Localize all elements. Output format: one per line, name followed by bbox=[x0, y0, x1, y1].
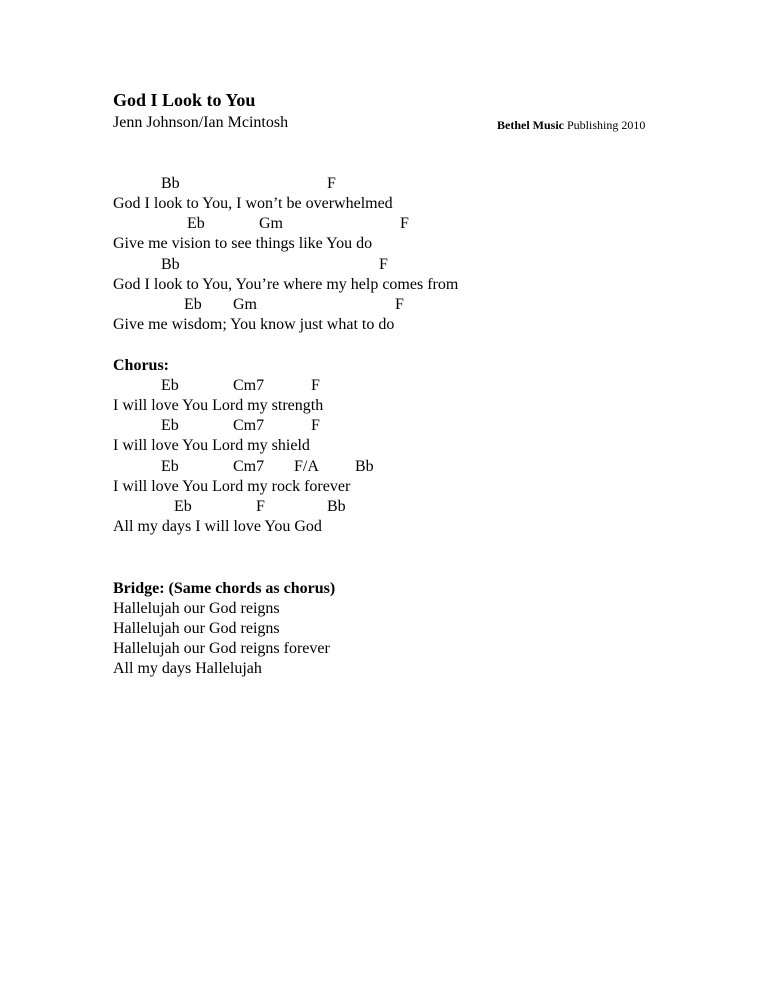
lyric-line: I will love You Lord my shield bbox=[113, 437, 310, 454]
lyric-line: All my days I will love You God bbox=[113, 518, 322, 535]
chord: Eb bbox=[161, 417, 179, 434]
chord: Cm7 bbox=[233, 458, 265, 475]
publisher-year: Publishing 2010 bbox=[564, 118, 646, 132]
chord: Bb bbox=[327, 498, 346, 515]
lyric-line: I will love You Lord my rock forever bbox=[113, 478, 351, 495]
lyric-line: Give me wisdom; You know just what to do bbox=[113, 316, 395, 333]
lyric-line: Give me vision to see things like You do bbox=[113, 235, 373, 252]
song-authors: Jenn Johnson/Ian Mcintosh bbox=[113, 114, 289, 131]
chord: F bbox=[379, 256, 388, 273]
lyric-line: God I look to You, I won’t be overwhelmed bbox=[113, 195, 393, 212]
lyric-line: Hallelujah our God reigns forever bbox=[113, 640, 330, 657]
chord: Eb bbox=[174, 498, 192, 515]
chord: F bbox=[395, 296, 404, 313]
lyric-line: Hallelujah our God reigns bbox=[113, 620, 280, 637]
chord: Bb bbox=[161, 175, 180, 192]
lyric-line: Hallelujah our God reigns bbox=[113, 600, 280, 617]
publisher-name: Bethel Music bbox=[497, 118, 564, 132]
chord: Bb bbox=[355, 458, 374, 475]
lyric-line: All my days Hallelujah bbox=[113, 660, 262, 677]
chord: F bbox=[311, 417, 320, 434]
chord: F bbox=[327, 175, 336, 192]
chord: F bbox=[311, 377, 320, 394]
lyric-line: I will love You Lord my strength bbox=[113, 397, 324, 414]
chord: Gm bbox=[233, 296, 257, 313]
song-title: God I Look to You bbox=[113, 90, 256, 110]
chord: Cm7 bbox=[233, 417, 265, 434]
chord: Eb bbox=[161, 377, 179, 394]
chord: F bbox=[256, 498, 265, 515]
chord: Bb bbox=[161, 256, 180, 273]
chord: Eb bbox=[184, 296, 202, 313]
bridge-heading: Bridge: (Same chords as chorus) bbox=[113, 580, 336, 597]
chord: Cm7 bbox=[233, 377, 265, 394]
lyric-line: God I look to You, You’re where my help comes from bbox=[113, 276, 459, 293]
chord: Eb bbox=[161, 458, 179, 475]
chord: F bbox=[400, 215, 409, 232]
chord: Eb bbox=[187, 215, 205, 232]
chord: Gm bbox=[259, 215, 283, 232]
chorus-heading: Chorus: bbox=[113, 357, 170, 374]
publisher-credit bbox=[497, 118, 645, 133]
chord: F/A bbox=[294, 458, 319, 475]
